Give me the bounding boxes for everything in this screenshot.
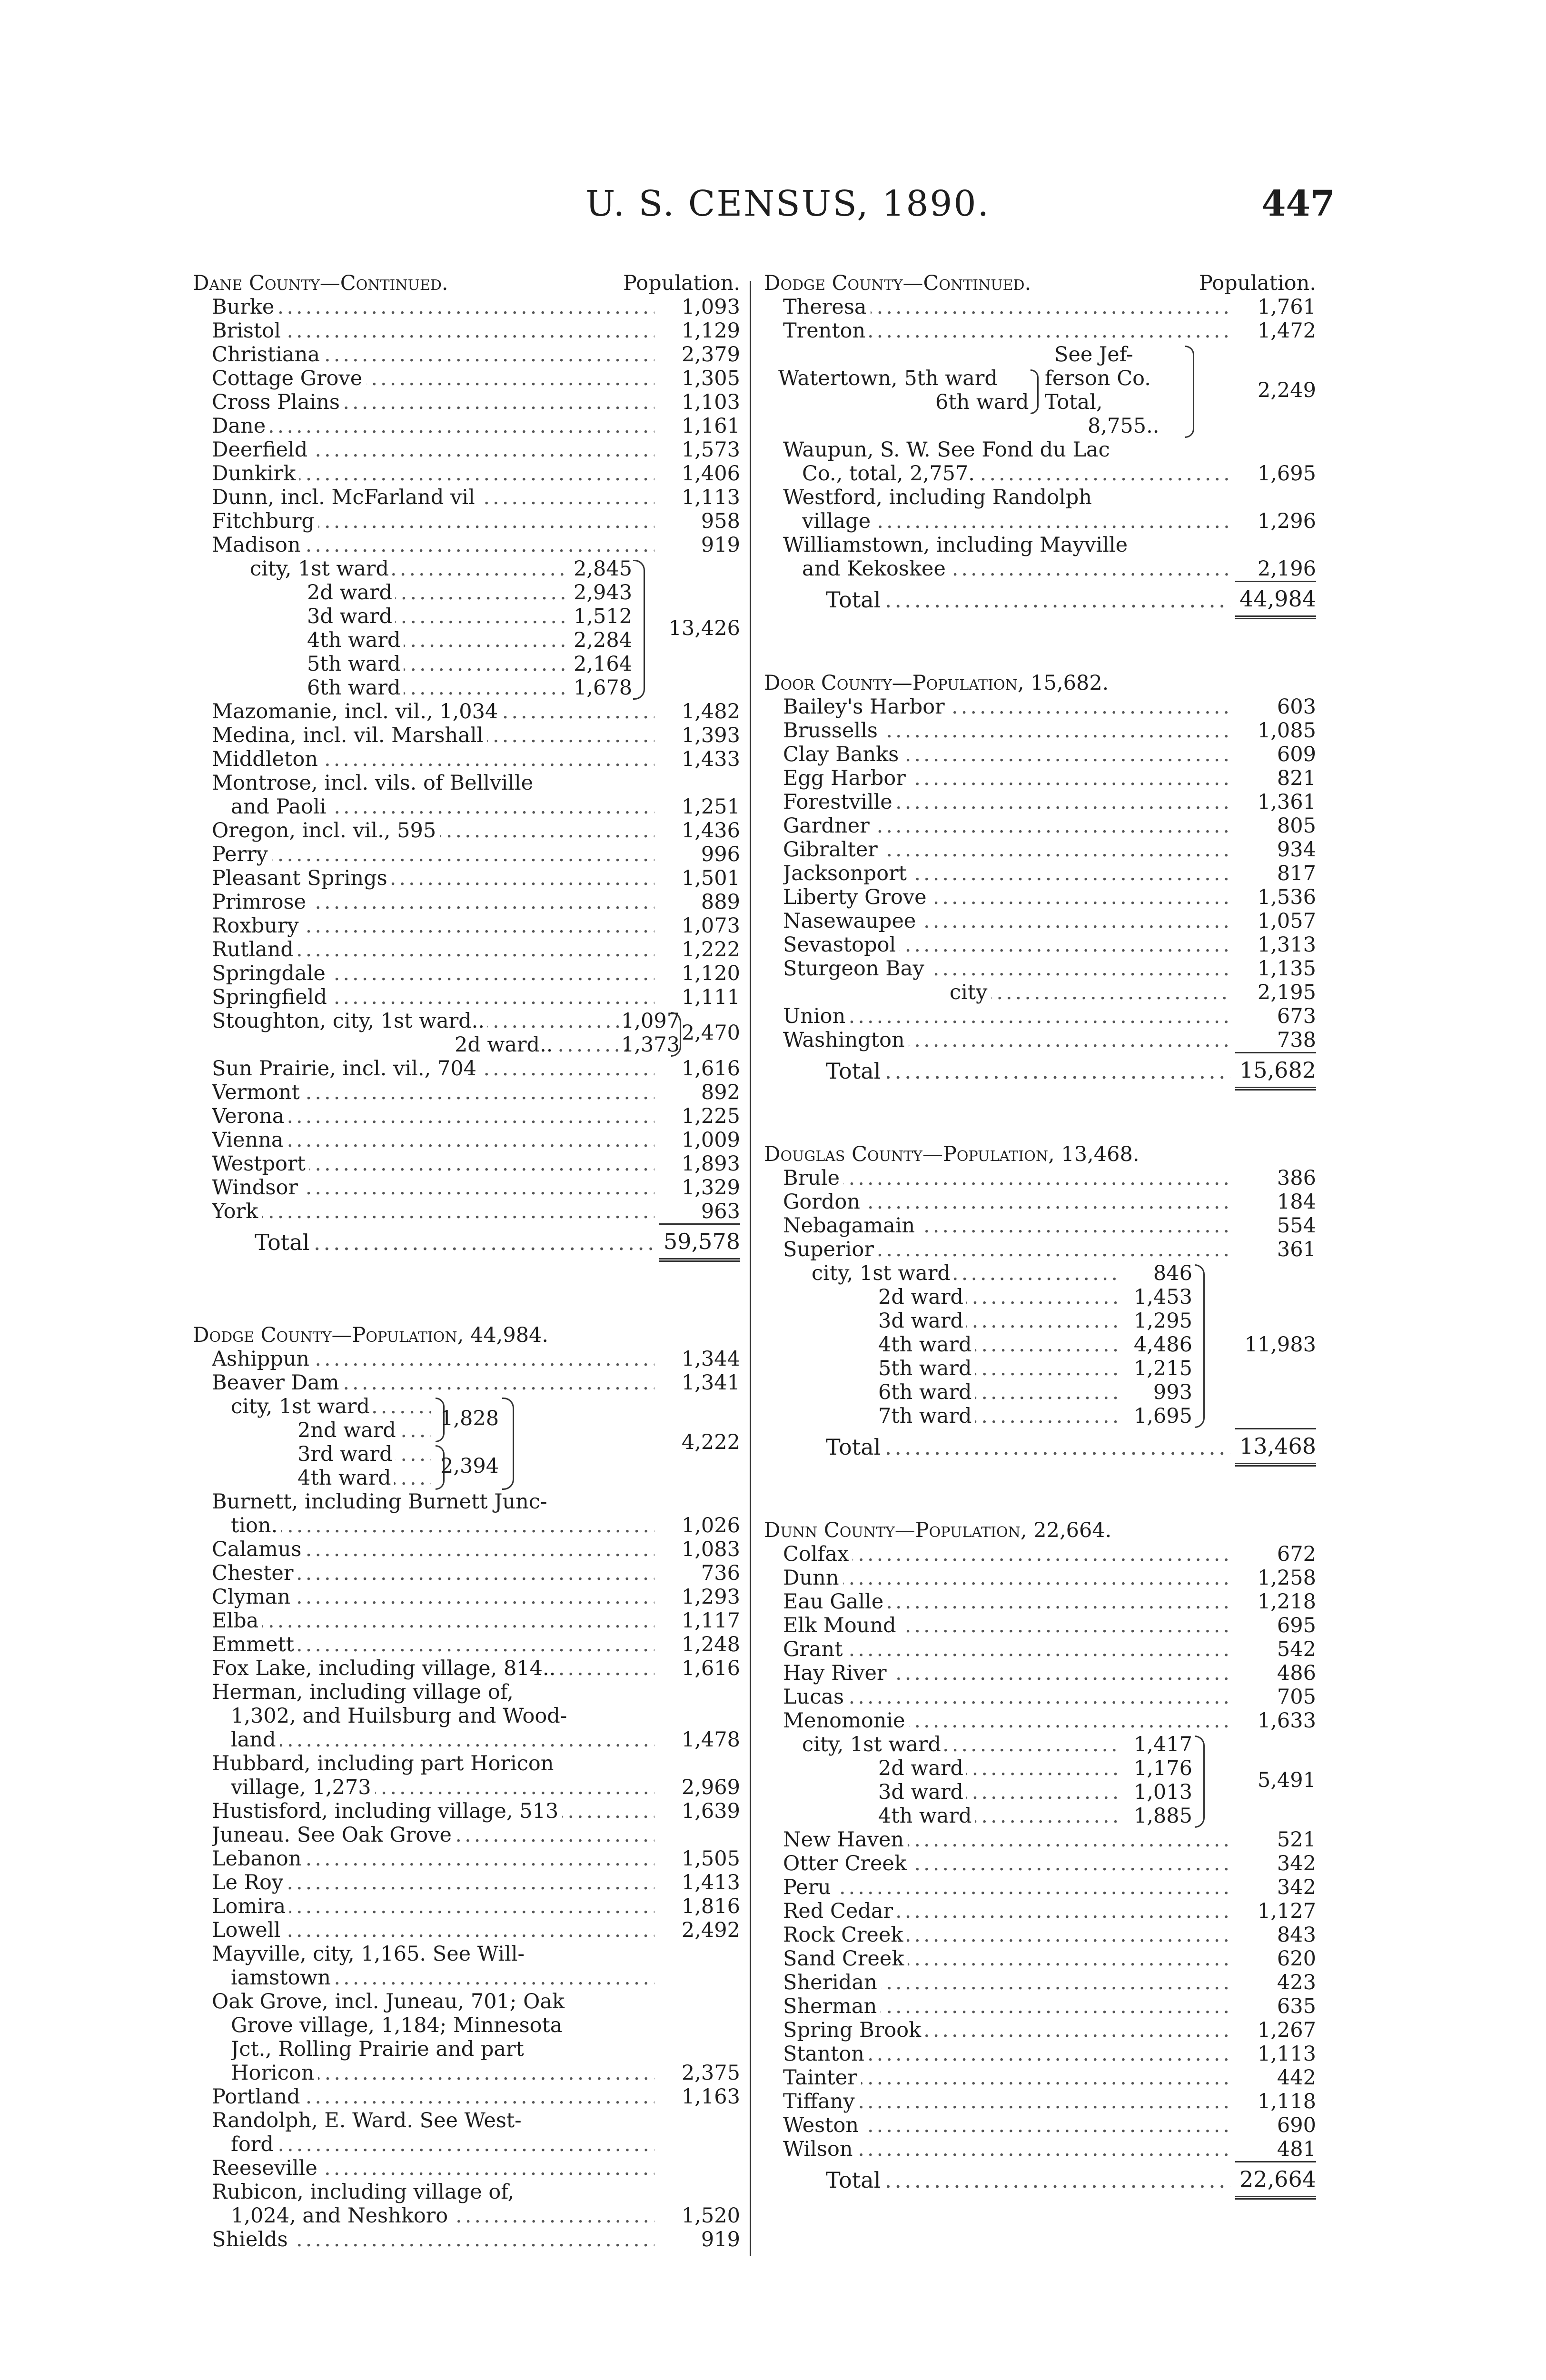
list-item: Grant ..... 542 xyxy=(764,1637,1316,1661)
list-item: 1,302, and Huilsburg and Wood- xyxy=(193,1704,740,1728)
list-item: 1,024, and Neshkoro ..... 1,520 xyxy=(193,2204,740,2228)
list-item: Oak Grove, incl. Juneau, 701; Oak xyxy=(193,1990,740,2013)
list-item: Superior ..... 361 xyxy=(764,1238,1316,1261)
list-item: Sevastopol ..... 1,313 xyxy=(764,933,1316,957)
list-item: Juneau. See Oak Grove ..... xyxy=(193,1823,740,1847)
list-item: Mazomanie, incl. vil., 1,034 ..... 1,482 xyxy=(193,700,740,724)
door-county-section xyxy=(764,671,1316,1090)
list-item: Dunkirk ..... 1,406 xyxy=(193,462,740,486)
ward-row: 7th ward ..... 1,695 xyxy=(764,1404,1316,1428)
section-heading: Douglas County—Population, 13,468. xyxy=(764,1142,1140,1166)
door-rows xyxy=(764,695,1316,1052)
brace xyxy=(633,560,645,700)
ward-row: city, 1st ward ..... 846 xyxy=(764,1261,1316,1285)
list-item: Co., total, 2,757. ..... 1,695 xyxy=(764,462,1316,486)
beaver-dam-city-wards: city, 1st ward ..... 2nd ward ..... 3rd ward ..... 4th ward ..... 1,828 2,394 4,222 xyxy=(193,1395,740,1490)
list-item: Trenton ..... 1,472 xyxy=(764,319,1316,343)
brace xyxy=(1195,1264,1205,1428)
dodge-cont-rows-a xyxy=(764,295,1316,343)
dodge-rows-b xyxy=(193,1537,740,1680)
ward-row: 3d ward ..... 1,013 xyxy=(764,1780,1316,1804)
list-item: Le Roy ..... 1,413 xyxy=(193,1871,740,1894)
list-item: ford ..... xyxy=(193,2132,740,2156)
list-item: Chester ..... 736 xyxy=(193,1561,740,1585)
list-item: Stanton ..... 1,113 xyxy=(764,2042,1316,2066)
dane-rows-d xyxy=(193,1057,740,1223)
ward-row: city, 1st ward ..... 2,845 xyxy=(193,557,740,581)
list-item: Red Cedar ..... 1,127 xyxy=(764,1899,1316,1923)
ward-row: 2d ward ..... 2,943 xyxy=(193,581,740,605)
list-item: Peru ..... 342 xyxy=(764,1875,1316,1899)
douglas-total-row: Total ..... 13,468 xyxy=(764,1428,1316,1466)
list-item: Bristol ..... 1,129 xyxy=(193,319,740,343)
list-item: Gordon ..... 184 xyxy=(764,1190,1316,1214)
population-column-label: Population. xyxy=(1199,271,1316,295)
dunn-county-section xyxy=(764,1518,1316,2199)
list-item: Fitchburg ..... 958 xyxy=(193,509,740,533)
list-item: Sand Creek ..... 620 xyxy=(764,1947,1316,1971)
list-item: Brule ..... 386 xyxy=(764,1166,1316,1190)
right-column xyxy=(764,271,1316,2199)
page-number: 447 xyxy=(1261,183,1335,224)
brace xyxy=(1195,1735,1205,1828)
list-item: Dane ..... 1,161 xyxy=(193,414,740,438)
ward-row: 4th ward ..... 4,486 xyxy=(764,1333,1316,1357)
list-item: Waupun, S. W. See Fond du Lac xyxy=(764,438,1316,462)
list-item: Windsor ..... 1,329 xyxy=(193,1176,740,1200)
list-item: Hustisford, including village, 513 ..... 1,639 xyxy=(193,1799,740,1823)
dodge-total-row: Total ..... 44,984 xyxy=(764,581,1316,619)
list-item: Jacksonport ..... 817 xyxy=(764,862,1316,885)
list-item: Liberty Grove ..... 1,536 xyxy=(764,885,1316,909)
list-item: Bailey's Harbor ..... 603 xyxy=(764,695,1316,719)
list-item: Rubicon, including village of, xyxy=(193,2180,740,2204)
list-item: Montrose, incl. vils. of Bellville xyxy=(193,771,740,795)
list-item: Grove village, 1,184; Minnesota xyxy=(193,2013,740,2037)
list-item: Springdale ..... 1,120 xyxy=(193,962,740,985)
list-item: Vienna ..... 1,009 xyxy=(193,1128,740,1152)
list-item: Calamus ..... 1,083 xyxy=(193,1537,740,1561)
ward-row: 5th ward ..... 1,215 xyxy=(764,1357,1316,1380)
ward-row: 4th ward ..... 2,284 xyxy=(193,628,740,652)
list-item: Oregon, incl. vil., 595 ..... 1,436 xyxy=(193,819,740,843)
list-item: land ..... 1,478 xyxy=(193,1728,740,1752)
stoughton-wards: Stoughton, city, 1st ward.. ..... 1,097 2d ward.. ..... 1,373 2,470 xyxy=(193,1009,740,1057)
dane-county-section xyxy=(193,271,740,1261)
list-item: Tainter ..... 442 xyxy=(764,2066,1316,2090)
dane-total-row: Total ..... 59,578 xyxy=(193,1223,740,1261)
dunn-rows-b xyxy=(764,1828,1316,2161)
list-item: Gardner ..... 805 xyxy=(764,814,1316,838)
list-item: Brussells ..... 1,085 xyxy=(764,719,1316,743)
list-item: iamstown ..... xyxy=(193,1966,740,1990)
list-item: Weston ..... 690 xyxy=(764,2113,1316,2137)
list-item: Deerfield ..... 1,573 xyxy=(193,438,740,462)
list-item: Colfax ..... 672 xyxy=(764,1542,1316,1566)
list-item: Union ..... 673 xyxy=(764,1004,1316,1028)
list-item: village ..... 1,296 xyxy=(764,509,1316,533)
ward-row: 5th ward ..... 2,164 xyxy=(193,652,740,676)
list-item: Menomonie ..... 1,633 xyxy=(764,1709,1316,1733)
list-item: Sturgeon Bay ..... 1,135 xyxy=(764,957,1316,981)
list-item: Nasewaupee ..... 1,057 xyxy=(764,909,1316,933)
list-item: Hubbard, including part Horicon xyxy=(193,1752,740,1775)
list-item: Burke ..... 1,093 xyxy=(193,295,740,319)
list-item: and Paoli ..... 1,251 xyxy=(193,795,740,819)
list-item: New Haven ..... 521 xyxy=(764,1828,1316,1852)
douglas-county-section xyxy=(764,1142,1316,1466)
list-item: Westford, including Randolph xyxy=(764,486,1316,509)
dane-rows-c xyxy=(193,819,740,1009)
dodge-county-section xyxy=(193,1323,740,2251)
list-item: Lucas ..... 705 xyxy=(764,1685,1316,1709)
list-item: Nebagamain ..... 554 xyxy=(764,1214,1316,1238)
madison-city-total: 13,426 xyxy=(668,616,740,640)
list-item: Middleton ..... 1,433 xyxy=(193,747,740,771)
list-item: Elk Mound ..... 695 xyxy=(764,1614,1316,1637)
list-item: Sherman ..... 635 xyxy=(764,1994,1316,2018)
list-item: Horicon ..... 2,375 xyxy=(193,2061,740,2085)
list-item: Beaver Dam ..... 1,341 xyxy=(193,1371,740,1395)
list-item: York ..... 963 xyxy=(193,1200,740,1223)
ward-row: 2d ward ..... 1,176 xyxy=(764,1756,1316,1780)
list-item: Hay River ..... 486 xyxy=(764,1661,1316,1685)
list-item: Rutland ..... 1,222 xyxy=(193,938,740,962)
list-item: Westport ..... 1,893 xyxy=(193,1152,740,1176)
list-item: Madison ..... 919 xyxy=(193,533,740,557)
list-item: Dunn, incl. McFarland vil ..... 1,113 xyxy=(193,486,740,509)
superior-city-wards: city, 1st ward ..... 846 2d ward ..... 1,453 3d ward ..... 1,295 4th ward ..... 4,486 5th ward ..... 1,215 6th ward ..... 993 7th ward ..... 1,695 11,983 xyxy=(764,1261,1316,1428)
list-item: Pleasant Springs ..... 1,501 xyxy=(193,866,740,890)
dunn-total-row: Total ..... 22,664 xyxy=(764,2161,1316,2199)
list-item: Sun Prairie, incl. vil., 704 ..... 1,616 xyxy=(193,1057,740,1081)
list-item: Clay Banks ..... 609 xyxy=(764,743,1316,766)
door-total-row: Total ..... 15,682 xyxy=(764,1052,1316,1090)
list-item: Mayville, city, 1,165. See Will- xyxy=(193,1942,740,1966)
section-heading: Dunn County—Population, 22,664. xyxy=(764,1518,1112,1542)
dodge-rows-a xyxy=(193,1347,740,1395)
list-item: Fox Lake, including village, 814.. ..... 1,616 xyxy=(193,1656,740,1680)
ward-row: 6th ward ..... 1,678 xyxy=(193,676,740,700)
list-item: Burnett, including Burnett Junc- xyxy=(193,1490,740,1514)
column-divider xyxy=(750,281,751,2256)
list-item: Gibralter ..... 934 xyxy=(764,838,1316,862)
list-item: Portland ..... 1,163 xyxy=(193,2085,740,2109)
list-item: Eau Galle ..... 1,218 xyxy=(764,1590,1316,1614)
list-item: Cottage Grove ..... 1,305 xyxy=(193,367,740,390)
list-item: Dunn ..... 1,258 xyxy=(764,1566,1316,1590)
ward-row: 3d ward ..... 1,295 xyxy=(764,1309,1316,1333)
page-running-title: U. S. CENSUS, 1890. xyxy=(585,183,991,224)
section-heading: Dodge County—Continued. Population. xyxy=(764,271,1316,295)
ward-row: city, 1st ward ..... 1,417 xyxy=(764,1733,1316,1756)
list-item: Otter Creek ..... 342 xyxy=(764,1852,1316,1875)
list-item: Reeseville ..... xyxy=(193,2156,740,2180)
ward-row: 4th ward ..... 1,885 xyxy=(764,1804,1316,1828)
list-item: Rock Creek ..... 843 xyxy=(764,1923,1316,1947)
list-item: Roxbury ..... 1,073 xyxy=(193,914,740,938)
ward-row: 3d ward ..... 1,512 xyxy=(193,605,740,628)
list-item: Vermont ..... 892 xyxy=(193,1081,740,1104)
list-item: Theresa ..... 1,761 xyxy=(764,295,1316,319)
list-item: Spring Brook ..... 1,267 xyxy=(764,2018,1316,2042)
population-column-label: Population. xyxy=(623,271,740,295)
list-item: Washington ..... 738 xyxy=(764,1028,1316,1052)
left-column xyxy=(193,271,740,2251)
list-item: Sheridan ..... 423 xyxy=(764,1971,1316,1994)
madison-city-wards xyxy=(193,557,740,700)
brace xyxy=(502,1398,514,1490)
ward-row: 2d ward ..... 1,453 xyxy=(764,1285,1316,1309)
list-item: Cross Plains ..... 1,103 xyxy=(193,390,740,414)
list-item: Verona ..... 1,225 xyxy=(193,1104,740,1128)
section-heading: Dane County—Continued. Population. xyxy=(193,271,740,295)
list-item: Williamstown, including Mayville xyxy=(764,533,1316,557)
list-item: village, 1,273 ..... 2,969 xyxy=(193,1775,740,1799)
list-item: Lebanon ..... 1,505 xyxy=(193,1847,740,1871)
list-item: Lowell ..... 2,492 xyxy=(193,1918,740,1942)
dodge-county-continued-section xyxy=(764,271,1316,619)
list-item: Shields ..... 919 xyxy=(193,2228,740,2251)
list-item: tion. ..... 1,026 xyxy=(193,1514,740,1537)
menomonie-city-wards: city, 1st ward ..... 1,417 2d ward ..... 1,176 3d ward ..... 1,013 4th ward ..... 1,885 5,491 xyxy=(764,1733,1316,1828)
list-item: Perry ..... 996 xyxy=(193,843,740,866)
dodge-rows-c xyxy=(193,1799,740,1942)
dane-rows-a xyxy=(193,295,740,557)
list-item: Christiana ..... 2,379 xyxy=(193,343,740,367)
dunn-rows-a xyxy=(764,1542,1316,1733)
list-item: Tiffany ..... 1,118 xyxy=(764,2090,1316,2113)
list-item: Elba ..... 1,117 xyxy=(193,1609,740,1633)
douglas-rows xyxy=(764,1166,1316,1261)
list-item: Clyman ..... 1,293 xyxy=(193,1585,740,1609)
section-heading: Door County—Population, 15,682. xyxy=(764,671,1109,695)
list-item: Egg Harbor ..... 821 xyxy=(764,766,1316,790)
list-item: Randolph, E. Ward. See West- xyxy=(193,2109,740,2132)
list-item: Ashippun ..... 1,344 xyxy=(193,1347,740,1371)
list-item: Herman, including village of, xyxy=(193,1680,740,1704)
watertown-entry: Watertown, 5th ward 6th ward See Jef- ferson Co. Total, 8,755.. 2,249 xyxy=(778,343,1316,438)
ward-row: 6th ward ..... 993 xyxy=(764,1380,1316,1404)
list-item: Primrose ..... 889 xyxy=(193,890,740,914)
list-item: and Kekoskee ..... 2,196 xyxy=(764,557,1316,581)
list-item: Forestville ..... 1,361 xyxy=(764,790,1316,814)
list-item: Jct., Rolling Prairie and part xyxy=(193,2037,740,2061)
list-item: Lomira ..... 1,816 xyxy=(193,1894,740,1918)
brace xyxy=(1031,369,1039,414)
list-item: Emmett ..... 1,248 xyxy=(193,1633,740,1656)
list-item: Medina, incl. vil. Marshall ..... 1,393 xyxy=(193,724,740,747)
brace xyxy=(1185,346,1194,438)
dane-rows-b xyxy=(193,700,740,771)
list-item: Wilson ..... 481 xyxy=(764,2137,1316,2161)
section-heading: Dodge County—Population, 44,984. xyxy=(193,1323,549,1347)
list-item: Springfield ..... 1,111 xyxy=(193,985,740,1009)
list-item: city ..... 2,195 xyxy=(764,981,1316,1004)
